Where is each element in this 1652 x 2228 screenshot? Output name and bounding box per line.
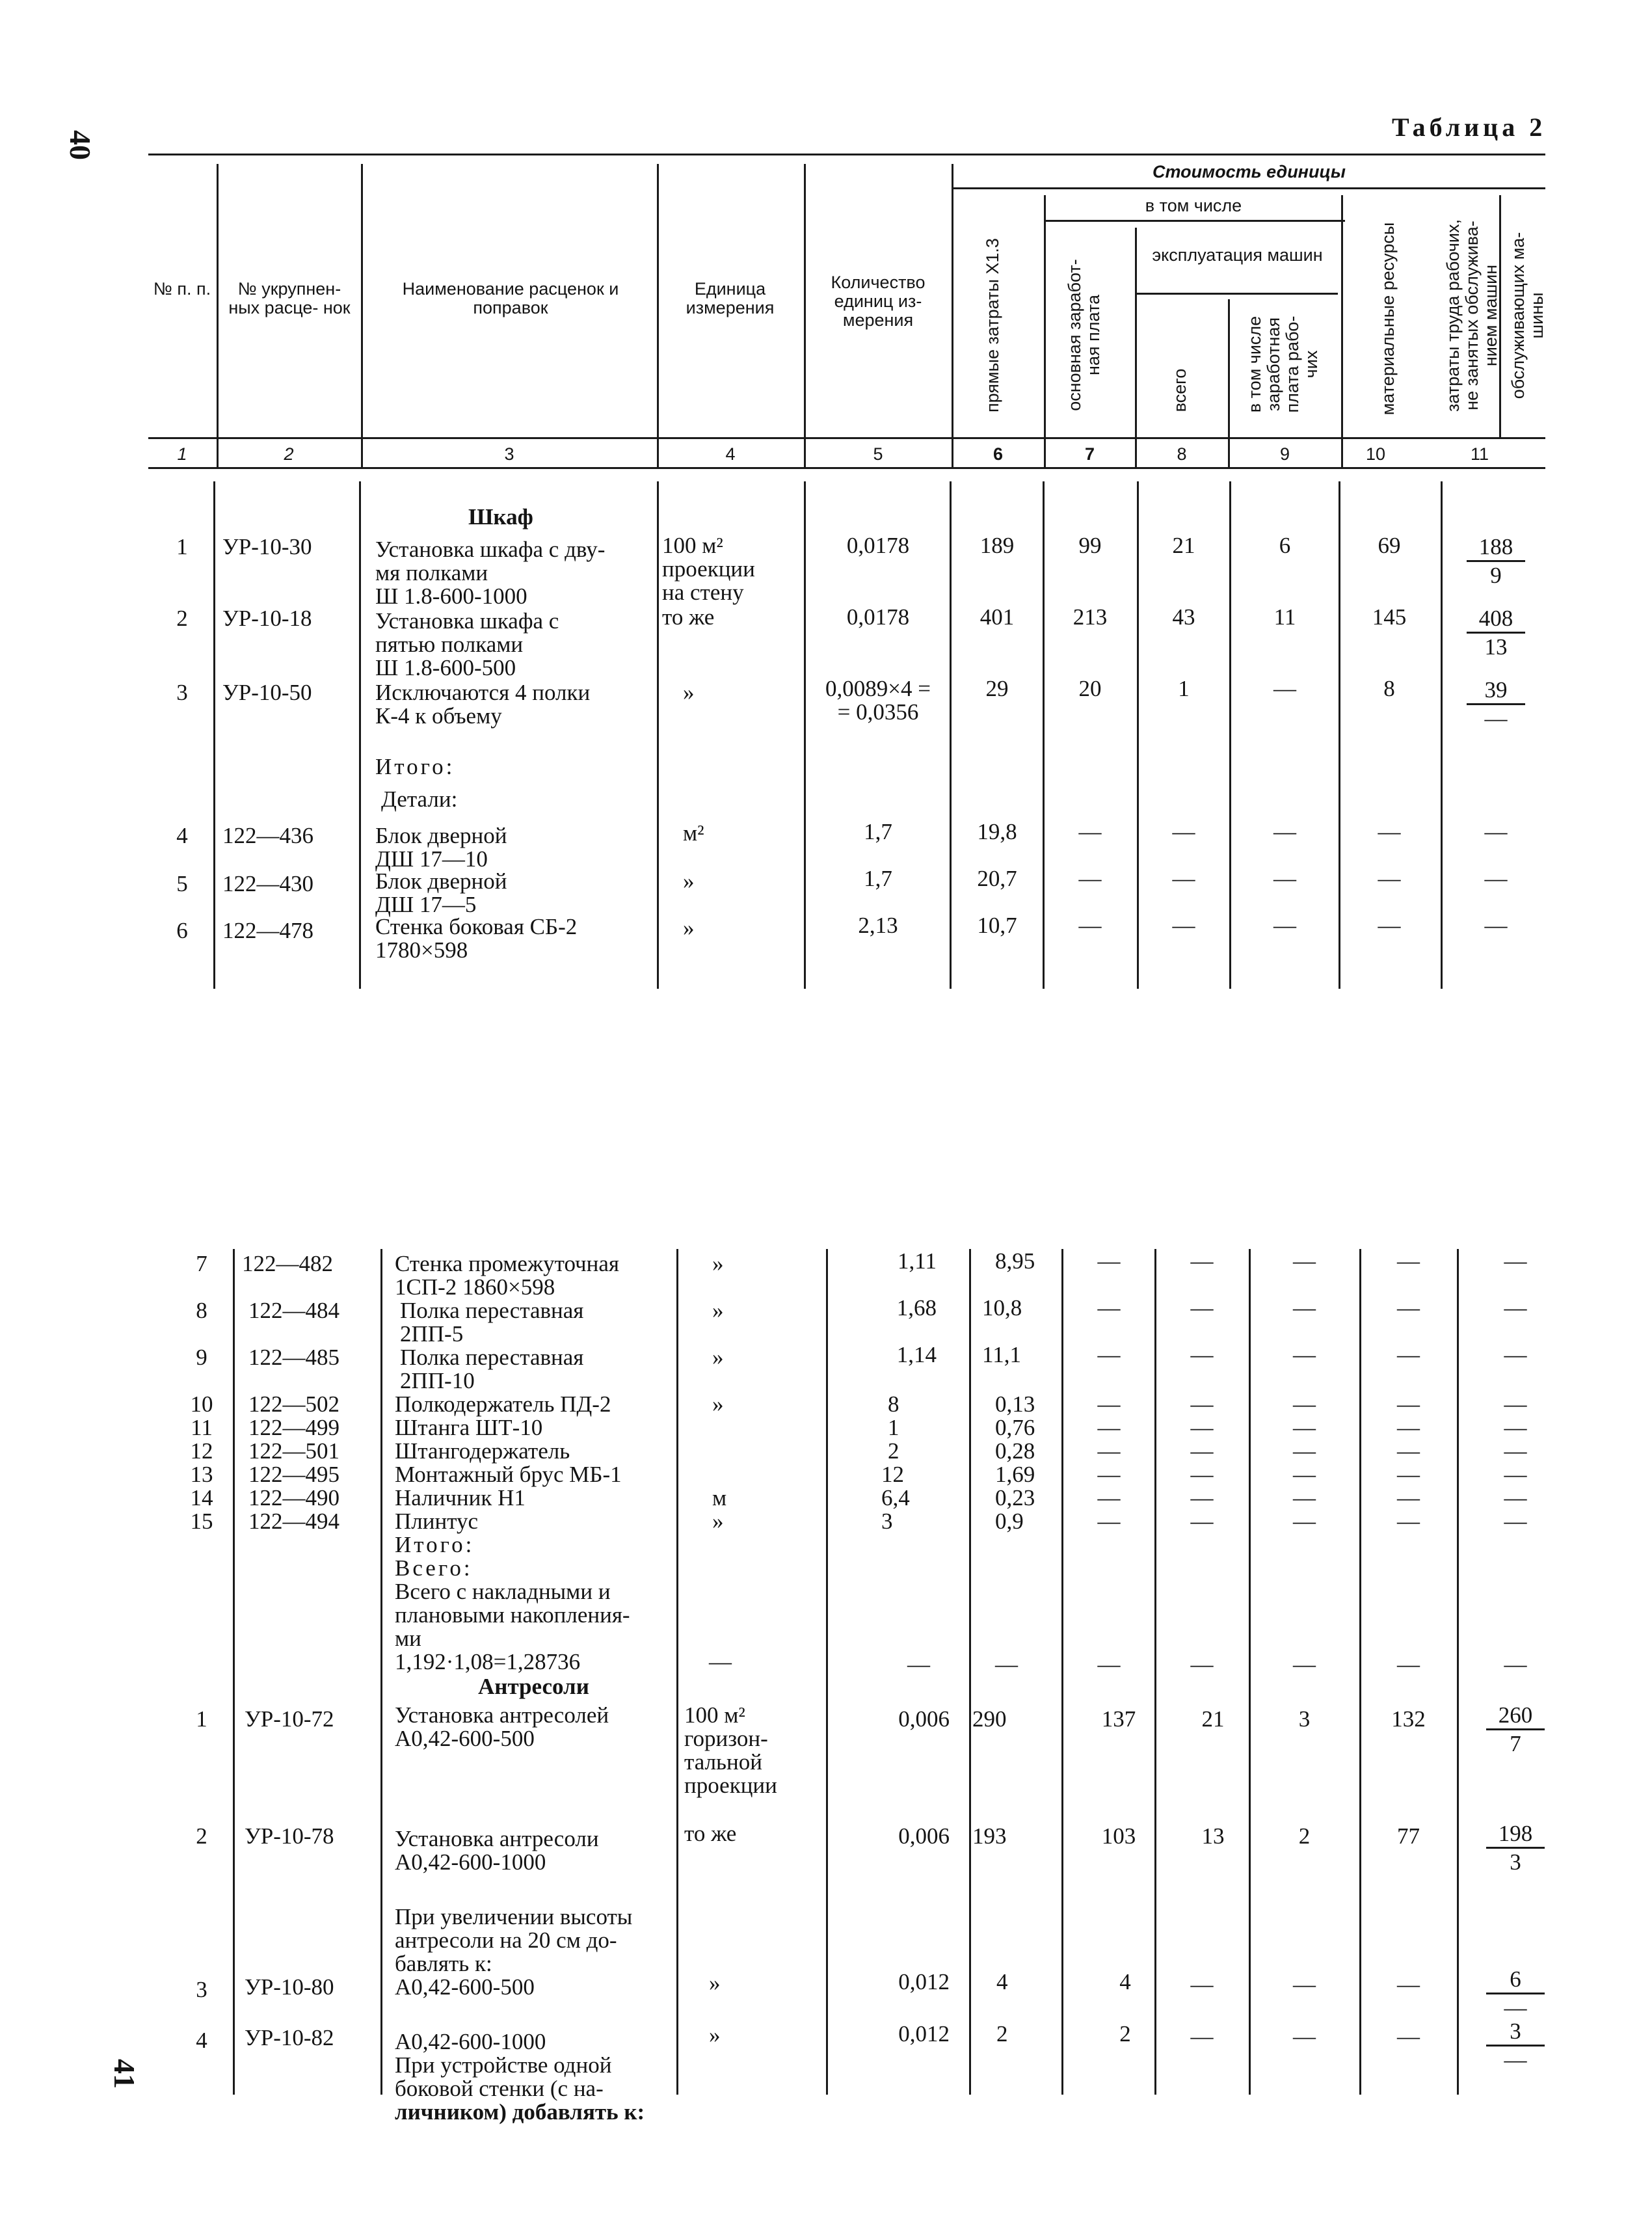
header-col-4: Единица измерения <box>686 279 775 317</box>
material-resources: 69 <box>1378 533 1401 558</box>
subtotal-label: Итого: <box>375 754 455 779</box>
rate-name: А0,42-600-500 <box>395 1726 535 1751</box>
quantity: 0,0089×4 = <box>825 676 931 701</box>
labor: — <box>1504 1295 1527 1321</box>
item-name: ДШ 17—10 <box>375 846 488 872</box>
labor-fraction: 39 — <box>1467 678 1525 731</box>
header-cost-group: Стоимость единицы <box>1152 162 1346 181</box>
subtotal-label: Итого: <box>395 1532 475 1557</box>
increase-note: При увеличении высоты <box>395 1904 633 1929</box>
labor: — <box>1484 866 1508 891</box>
unit: » <box>712 1251 724 1276</box>
quantity: 1,7 <box>864 866 892 891</box>
col-num-9: 9 <box>1279 444 1290 464</box>
labor-fraction: $\frac{260}{7}$ <box>1486 1703 1545 1756</box>
rate-name: Установка антресоли <box>395 1826 599 1851</box>
side-wall-note: При устройстве одной <box>395 2052 612 2078</box>
unit: 100 м² <box>684 1702 745 1728</box>
machines-wage: — <box>1273 913 1296 938</box>
quantity: 12 <box>881 1462 904 1487</box>
header-col-1: № п. п. <box>153 279 211 299</box>
row-number: 14 <box>190 1485 213 1510</box>
material-resources: — <box>1397 1248 1420 1274</box>
material-resources: — <box>1397 1438 1420 1464</box>
rate-name: Ш 1.8-600-500 <box>375 655 516 680</box>
overhead-note: ми <box>395 1626 421 1651</box>
quantity: 0,006 <box>898 1823 950 1849</box>
direct-cost: 0,13 <box>995 1391 1035 1417</box>
item-name: Монтажный брус МБ-1 <box>395 1462 622 1487</box>
material-resources: 132 <box>1391 1706 1426 1732</box>
header-col-8: всего <box>1170 368 1190 412</box>
machines-wage: 11 <box>1273 604 1296 630</box>
row-number: 5 <box>176 871 188 896</box>
machines-total: — <box>1190 2024 1214 2049</box>
machines-total: — <box>1190 1342 1214 1367</box>
machines-total: — <box>1172 913 1195 938</box>
machines-total: — <box>1190 1438 1214 1464</box>
item-code: 122—501 <box>248 1438 340 1464</box>
header-col-7: основная заработ- ная плата <box>1065 259 1103 411</box>
rate-name: А0,42-600-1000 <box>395 1849 546 1875</box>
quantity: 1,11 <box>898 1248 937 1274</box>
row-number: 7 <box>196 1251 207 1276</box>
machines-total: 21 <box>1201 1706 1225 1732</box>
direct-cost: 29 <box>985 676 1009 701</box>
item-name: Блок дверной <box>375 823 507 848</box>
rate-name: Ш 1.8-600-1000 <box>375 584 527 609</box>
total-label: Всего: <box>395 1555 473 1581</box>
rate-name: Исключаются 4 полки <box>375 680 591 705</box>
rate-name: Установка антресолей <box>395 1702 609 1728</box>
section-title-cabinet: Шкаф <box>468 504 533 530</box>
direct-cost: 10,7 <box>977 913 1017 938</box>
rate-code: УР-10-30 <box>222 534 312 559</box>
base-wage: — <box>1097 1652 1121 1677</box>
material-resources: — <box>1378 819 1401 844</box>
direct-cost: 2 <box>996 2021 1008 2047</box>
col-num-4: 4 <box>725 444 736 464</box>
row-number: 1 <box>196 1706 207 1732</box>
quantity: — <box>907 1652 930 1677</box>
rate-name: пятью полками <box>375 632 524 657</box>
row-number: 2 <box>196 1823 207 1849</box>
item-name: Стенка промежуточная <box>395 1251 620 1276</box>
item-code: 122—430 <box>222 871 313 896</box>
rate-code: УР-10-18 <box>222 606 312 631</box>
rate-name: К-4 к объему <box>375 703 502 729</box>
machines-total: 13 <box>1201 1823 1225 1849</box>
labor: — <box>1504 1415 1527 1440</box>
item-name: Полкодержатель ПД-2 <box>395 1391 611 1417</box>
machines-wage: — <box>1293 1972 1316 1997</box>
labor: — <box>1504 1652 1527 1677</box>
material-resources: — <box>1397 1391 1420 1417</box>
base-wage: 4 <box>1119 1969 1131 1994</box>
material-resources: — <box>1378 913 1401 938</box>
item-name: Стенка боковая СБ-2 <box>375 914 578 939</box>
page-number-top: 40 <box>64 130 97 160</box>
material-resources: — <box>1378 866 1401 891</box>
item-name: 2ПП-10 <box>400 1368 475 1393</box>
unit: горизон- <box>684 1726 768 1751</box>
rate-code: УР-10-72 <box>245 1706 334 1732</box>
labor: — <box>1504 1248 1527 1274</box>
page-number-bottom: 41 <box>108 2059 141 2089</box>
direct-cost: 189 <box>979 533 1015 558</box>
item-code: 122—436 <box>222 823 313 848</box>
rate-code: УР-10-78 <box>245 1823 334 1849</box>
row-number: 11 <box>191 1415 213 1440</box>
machines-wage: — <box>1293 1438 1316 1464</box>
machines-total: 1 <box>1178 676 1190 701</box>
material-resources: 145 <box>1372 604 1407 630</box>
header-col-2: № укрупнен- ных расце- нок <box>228 279 351 317</box>
row-number: 10 <box>190 1391 213 1417</box>
unit: на стену <box>662 580 744 605</box>
base-wage: 213 <box>1072 604 1108 630</box>
unit: » <box>683 680 695 705</box>
side-wall-note: боковой стенки (с на- <box>395 2076 604 2101</box>
machines-wage: — <box>1293 1391 1316 1417</box>
labor-fraction: $\frac{188}{9}$ <box>1467 535 1525 587</box>
quantity: 8 <box>888 1391 899 1417</box>
unit: тальной <box>684 1749 762 1775</box>
col-num-11: 11 <box>1470 444 1489 464</box>
item-code: 122—482 <box>242 1251 333 1276</box>
header-machines-group: эксплуатация машин <box>1152 245 1323 265</box>
labor-fraction: 3 — <box>1486 2019 1545 2072</box>
unit: » <box>712 1391 724 1417</box>
table-title: Таблица 2 <box>1392 113 1547 142</box>
base-wage: 103 <box>1101 1823 1136 1849</box>
unit: проекции <box>684 1773 777 1798</box>
base-wage: — <box>1078 866 1102 891</box>
material-resources: — <box>1397 1342 1420 1367</box>
machines-total: — <box>1172 819 1195 844</box>
base-wage: 99 <box>1078 533 1102 558</box>
quantity: 6,4 <box>881 1485 910 1510</box>
machines-total: — <box>1190 1415 1214 1440</box>
labor-fraction: $\frac{408}{13}$ <box>1467 606 1525 659</box>
rate-name: мя полками <box>375 560 488 585</box>
header-col-5: Количество единиц из- мерения <box>831 273 926 330</box>
material-resources: — <box>1397 2024 1420 2049</box>
item-name: Наличник Н1 <box>395 1485 526 1510</box>
material-resources: — <box>1397 1485 1420 1510</box>
machines-total: — <box>1190 1391 1214 1417</box>
machines-wage: — <box>1293 1248 1316 1274</box>
base-wage: — <box>1097 1295 1121 1321</box>
quantity: 2,13 <box>858 913 898 938</box>
machines-wage: — <box>1273 819 1296 844</box>
item-code: 122—490 <box>248 1485 340 1510</box>
rate-name: А0,42-600-1000 <box>395 2029 546 2054</box>
machines-total: — <box>1190 1248 1214 1274</box>
unit: » <box>712 1509 724 1534</box>
machines-total: — <box>1190 1972 1214 1997</box>
col-num-8: 8 <box>1177 444 1187 464</box>
material-resources: 8 <box>1383 676 1395 701</box>
row-number: 8 <box>196 1298 207 1323</box>
base-wage: — <box>1097 1462 1121 1487</box>
header-col-3: Наименование расценок и поправок <box>402 279 619 317</box>
direct-cost: 8,95 <box>995 1248 1035 1274</box>
item-code: 122—478 <box>222 918 313 943</box>
machines-wage: 6 <box>1279 533 1291 558</box>
machines-total: — <box>1190 1509 1214 1534</box>
col-num-6: 6 <box>993 444 1004 464</box>
col-num-3: 3 <box>504 444 514 464</box>
unit: то же <box>684 1821 737 1846</box>
base-wage: — <box>1097 1391 1121 1417</box>
direct-cost: 0,28 <box>995 1438 1035 1464</box>
labor-fraction: 6 — <box>1486 1967 1545 2020</box>
item-name: Плинтус <box>395 1509 479 1534</box>
unit: то же <box>662 604 715 630</box>
labor: — <box>1504 1342 1527 1367</box>
unit: » <box>712 1298 724 1323</box>
labor: — <box>1504 1462 1527 1487</box>
quantity: 1 <box>888 1415 899 1440</box>
row-number: 9 <box>196 1345 207 1370</box>
header-incl-group: в том числе <box>1145 196 1242 215</box>
quantity: 0,012 <box>898 1969 950 1994</box>
quantity: 0,0178 <box>846 533 910 558</box>
direct-cost: 20,7 <box>977 866 1017 891</box>
row-number: 1 <box>176 534 188 559</box>
direct-cost: 0,76 <box>995 1415 1035 1440</box>
row-number: 4 <box>196 2028 207 2053</box>
base-wage: — <box>1078 913 1102 938</box>
rate-name: Установка шкафа с дву- <box>375 537 606 562</box>
row-number: 4 <box>176 823 188 848</box>
rate-name: А0,42-600-500 <box>395 1974 535 2000</box>
item-code: 122—495 <box>248 1462 340 1487</box>
col-num-7: 7 <box>1084 444 1095 464</box>
header-col-6: прямые затраты Х1.3 <box>983 238 1002 412</box>
labor: — <box>1504 1438 1527 1464</box>
increase-note: антресоли на 20 см до- <box>395 1927 617 1953</box>
material-resources: — <box>1397 1295 1420 1321</box>
row-number: 3 <box>196 1977 207 2002</box>
quantity: 1,14 <box>896 1342 937 1367</box>
machines-wage: — <box>1293 1485 1316 1510</box>
direct-cost: 401 <box>979 604 1015 630</box>
direct-cost: — <box>995 1652 1018 1677</box>
header-col-11b: обслуживающих ма- шины <box>1508 232 1547 399</box>
unit: м <box>712 1485 727 1510</box>
material-resources: — <box>1397 1415 1420 1440</box>
machines-wage: 3 <box>1298 1706 1311 1732</box>
machines-wage: — <box>1293 1295 1316 1321</box>
machines-total: — <box>1190 1295 1214 1321</box>
machines-total: 43 <box>1172 604 1195 630</box>
direct-cost: 1,69 <box>995 1462 1035 1487</box>
overhead-formula: 1,192·1,08=1,28736 <box>395 1649 581 1674</box>
labor: — <box>1504 1391 1527 1417</box>
unit: » <box>683 868 695 894</box>
item-name: Полка переставная <box>400 1345 584 1370</box>
labor-fraction: $\frac{198}{3}$ <box>1486 1821 1545 1874</box>
col-num-10: 10 <box>1365 444 1386 464</box>
row-number: 2 <box>176 606 188 631</box>
labor: — <box>1484 913 1508 938</box>
quantity: = 0,0356 <box>837 699 919 725</box>
machines-total: — <box>1190 1462 1214 1487</box>
item-name: Полка переставная <box>400 1298 584 1323</box>
rate-name: Установка шкафа с <box>375 608 559 634</box>
unit: 100 м² <box>662 533 723 558</box>
direct-cost: 0,23 <box>995 1485 1035 1510</box>
base-wage: 20 <box>1078 676 1102 701</box>
unit: — <box>709 1649 732 1674</box>
overhead-note: Всего с накладными и <box>395 1579 611 1604</box>
machines-total: — <box>1190 1652 1214 1677</box>
header-col-11a: затраты труда рабочих, не занятых обслужива- нием машин <box>1443 219 1500 412</box>
direct-cost: 19,8 <box>977 819 1017 844</box>
quantity: 0,0178 <box>846 604 910 630</box>
rate-code: УР-10-50 <box>222 680 312 705</box>
unit: » <box>709 1970 721 1996</box>
item-code: 122—502 <box>248 1391 340 1417</box>
item-name: Штанга ШТ-10 <box>395 1415 543 1440</box>
machines-total: 21 <box>1172 533 1195 558</box>
item-name: Блок дверной <box>375 868 507 894</box>
item-code: 122—484 <box>248 1298 340 1323</box>
base-wage: — <box>1078 819 1102 844</box>
base-wage: 137 <box>1101 1706 1136 1732</box>
rate-code: УР-10-80 <box>245 1974 334 2000</box>
row-number: 6 <box>176 918 188 943</box>
quantity: 1,68 <box>896 1295 937 1321</box>
machines-wage: — <box>1293 1509 1316 1534</box>
machines-wage: — <box>1293 1652 1316 1677</box>
machines-wage: — <box>1293 1415 1316 1440</box>
direct-cost: 0,9 <box>995 1509 1024 1534</box>
quantity: 1,7 <box>864 819 892 844</box>
base-wage: — <box>1097 1438 1121 1464</box>
item-code: 122—494 <box>248 1509 340 1534</box>
item-name: ДШ 17—5 <box>375 892 477 917</box>
labor: — <box>1504 1509 1527 1534</box>
machines-wage: — <box>1293 1462 1316 1487</box>
unit: » <box>709 2022 721 2048</box>
material-resources: — <box>1397 1509 1420 1534</box>
machines-wage: — <box>1273 676 1296 701</box>
quantity: 0,006 <box>898 1706 950 1732</box>
item-name: 1780×598 <box>375 937 468 963</box>
header-col-9: в том числе заработная плата рабо- чих <box>1245 315 1321 413</box>
col-num-5: 5 <box>873 444 883 464</box>
details-label: Детали: <box>381 786 458 812</box>
item-name: 2ПП-5 <box>400 1321 464 1347</box>
direct-cost: 4 <box>996 1969 1008 1994</box>
base-wage: — <box>1097 1342 1121 1367</box>
rate-code: УР-10-82 <box>245 2025 334 2050</box>
base-wage: — <box>1097 1415 1121 1440</box>
item-code: 122—499 <box>248 1415 340 1440</box>
direct-cost: 193 <box>972 1823 1007 1849</box>
row-number: 3 <box>176 680 188 705</box>
machines-total: — <box>1172 866 1195 891</box>
machines-wage: 2 <box>1298 1823 1311 1849</box>
header-col-10: материальные ресурсы <box>1378 222 1398 416</box>
direct-cost: 290 <box>972 1706 1007 1732</box>
increase-note: бавлять к: <box>395 1951 492 1976</box>
machines-wage: — <box>1293 1342 1316 1367</box>
material-resources: — <box>1397 1462 1420 1487</box>
base-wage: 2 <box>1119 2021 1131 2047</box>
machines-wage: — <box>1273 866 1296 891</box>
material-resources: — <box>1397 1652 1420 1677</box>
side-wall-note: личником) добавлять к: <box>395 2099 645 2125</box>
item-code: 122—485 <box>248 1345 340 1370</box>
labor: — <box>1484 819 1508 844</box>
row-number: 15 <box>190 1509 213 1534</box>
unit: » <box>712 1345 724 1370</box>
item-name: Штангодержатель <box>395 1438 570 1464</box>
material-resources: 77 <box>1397 1823 1420 1849</box>
overhead-note: плановыми накопления- <box>395 1602 630 1628</box>
row-number: 12 <box>190 1438 213 1464</box>
col-num-2: 2 <box>284 444 294 464</box>
machines-wage: — <box>1293 2024 1316 2049</box>
unit: проекции <box>662 556 755 582</box>
section-title-mezzanine: Антресоли <box>478 1674 589 1699</box>
base-wage: — <box>1097 1485 1121 1510</box>
base-wage: — <box>1097 1248 1121 1274</box>
base-wage: — <box>1097 1509 1121 1534</box>
unit: м² <box>683 820 704 846</box>
row-number: 13 <box>190 1462 213 1487</box>
labor: — <box>1504 1485 1527 1510</box>
machines-total: — <box>1190 1485 1214 1510</box>
item-name: 1СП-2 1860×598 <box>395 1274 555 1300</box>
quantity: 2 <box>888 1438 899 1464</box>
quantity: 0,012 <box>898 2021 950 2047</box>
material-resources: — <box>1397 1972 1420 1997</box>
col-num-1: 1 <box>177 444 187 464</box>
direct-cost: 11,1 <box>982 1342 1021 1367</box>
unit: » <box>683 915 695 941</box>
direct-cost: 10,8 <box>982 1295 1022 1321</box>
quantity: 3 <box>881 1509 893 1534</box>
